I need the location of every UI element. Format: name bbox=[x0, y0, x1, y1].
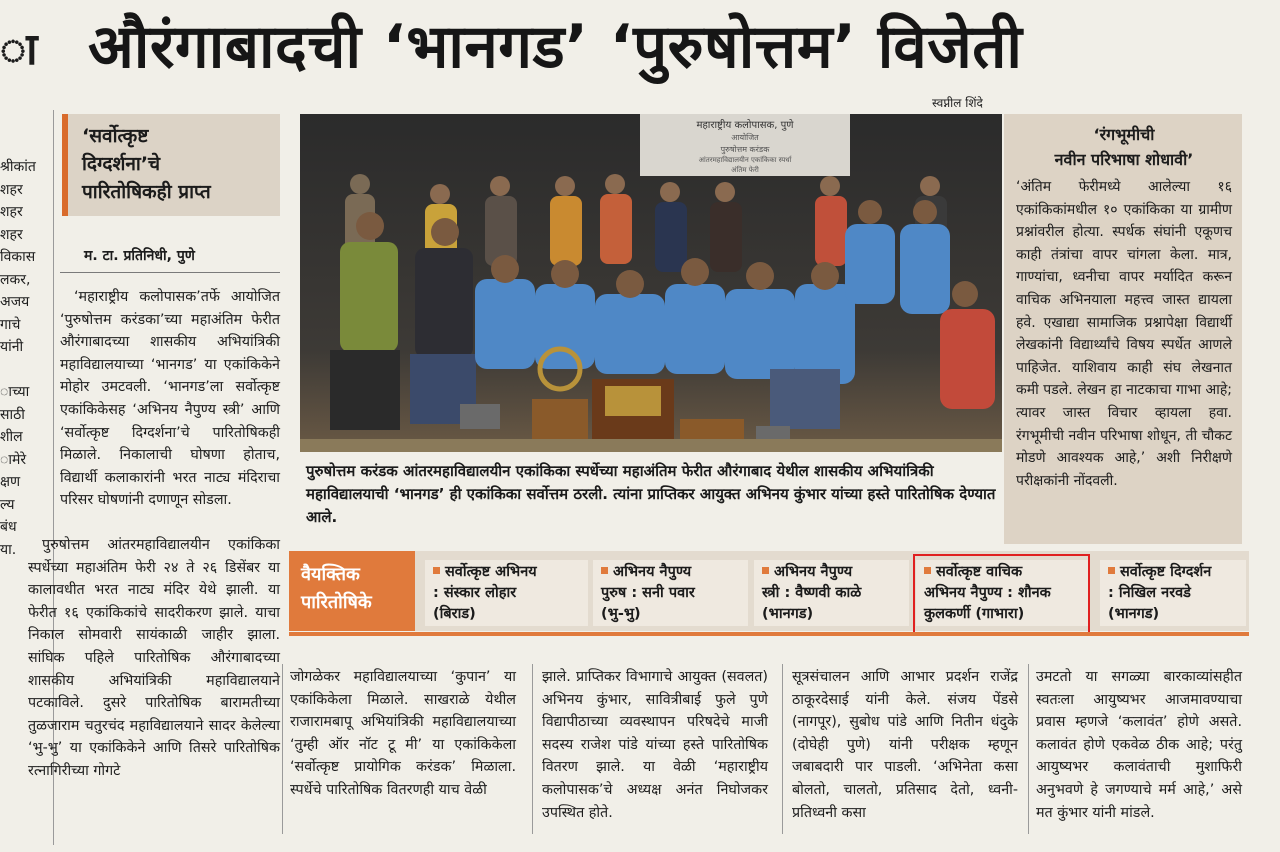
bullet-icon bbox=[1108, 567, 1115, 574]
award-item bbox=[1100, 560, 1246, 626]
dateline: म. टा. प्रतिनिधी, पुणे bbox=[84, 248, 195, 264]
award-line-2: : संस्कार लोहार bbox=[433, 585, 517, 601]
banner-text-4: आंतरमहाविद्यालयीन एकांकिका स्पर्धा bbox=[698, 156, 792, 164]
adjacent-line: ाच्या bbox=[0, 384, 30, 400]
adjacent-line: गाचे bbox=[0, 316, 21, 333]
banner-text-5: अंतिम फेरी bbox=[731, 166, 759, 174]
adjacent-line: अजय bbox=[0, 294, 30, 310]
dateline-rule bbox=[60, 272, 280, 273]
highlight-line-2: दिग्दर्शना’चे bbox=[82, 153, 161, 175]
award-line-1: सर्वोत्कृष्ट अभिनय bbox=[445, 564, 537, 580]
adjacent-line: शहर bbox=[0, 181, 23, 198]
adjacent-line: यांनी bbox=[0, 339, 24, 355]
group-photo bbox=[300, 114, 1002, 452]
article-column-3 bbox=[542, 666, 768, 824]
article-column-2 bbox=[290, 666, 516, 802]
column-3-text: झाले. प्राप्तिकर विभागाचे आयुक्त (सवलत) अभिनय कुंभार, सावित्रीबाई फुले पुणे विद्यापीठाच्या व्यवस्थापन परिषदेचे माजी सदस्य राजेश पांडे यांच्या हस्ते पारितोषिक वितरण झाले. या वेळी ‘महाराष्ट्रीय कलोपासक’चे अध्यक्ष अनंत निघोजकर उपस्थित होते. bbox=[542, 669, 768, 821]
column-5-text: उमटतो या सगळ्या बारकाव्यांसहीत स्वतःला आयुष्यभर आजमावण्याचा प्रवास म्हणजे ‘कलावंत’ होणे असते. कलावंत होणे एकवेळ ठीक आहे; परंतु आयुष्यभर कलावंताची मुशाफिरी अनुभवणे हे जगण्याचे मर्म आहे,’ असे मत कुंभार यांनी मांडले. bbox=[1036, 669, 1242, 821]
column-divider bbox=[782, 664, 783, 834]
awards-label-line-2: पारितोषिके bbox=[301, 592, 372, 613]
sidebar-title-2: नवीन परिभाषा शोधावी’ bbox=[1054, 150, 1194, 169]
column-divider bbox=[282, 664, 283, 834]
award-line-3: कुलकर्णी (गाभारा) bbox=[924, 606, 1025, 622]
award-line-3: (भानगड) bbox=[1108, 606, 1160, 622]
award-line-3: (भु-भु) bbox=[601, 606, 641, 622]
adjacent-line: श्रीकांत bbox=[0, 159, 36, 175]
para-1-text: ‘महाराष्ट्रीय कलोपासक’तर्फे आयोजित ‘पुरुषोत्तम करंडका’च्या महाअंतिम फेरीत औरंगाबादच्या शासकीय अभियांत्रिकी महाविद्यालयाच्या ‘भानगड’ या एकांकिकेने मोहोर उमटवली. ‘भानगड’ला सर्वोत्कृष्ट एकांकिकेसह ‘अभिनय नैपुण्य स्त्री’ आणि ‘सर्वोत्कृष्ट दिग्दर्शना’चे पारितोषिकही मिळाले. निकालाची घोषणा होताच, विद्यार्थी कलाकारांनी भरत नाट्य मंदिराचा परिसर घोषणांनी दणाणून सोडला. bbox=[60, 289, 280, 509]
highlight-line-1: ‘सर्वोत्कृष्ट bbox=[82, 125, 149, 147]
sidebar-box bbox=[1004, 114, 1242, 544]
award-line-2: पुरुष : सनी पवार bbox=[601, 585, 695, 601]
sidebar-body: ‘अंतिम फेरीमध्ये आलेल्या १६ एकांकिकांमधील १० एकांकिका या ग्रामीण प्रश्नांवरील होत्या. स्पर्धक संघांनी एकूणच काही तंत्रांचा वापर चांगला केला. मात्र, गाण्यांचा, ध्वनीचा वापर मर्यादित करून वाचिक अभिनयाला महत्त्व जास्त द्यायला हवे. एखाद्या सामाजिक प्रश्नापेक्षा विद्यार्थी लेखकांनी विद्यार्थ्यांचे विषय स्पर्धेत आणले पाहिजेत. याशिवाय काही संघ लेखनात कमी पडले. लेखन हा नाटकाचा गाभा आहे; त्यावर जास्त विचार व्हायला हवा. रंगभूमीची नवीन परिभाषा शोधून, ती चौकट मोडणे आवश्यक आहे,’ अशी निरीक्षणे परीक्षकांनी नोंदवली. bbox=[1016, 179, 1232, 489]
adjacent-line: विकास bbox=[0, 249, 36, 265]
para-2-text: पुरुषोत्तम आंतरमहाविद्यालयीन एकांकिका स्पर्धेच्या महाअंतिम फेरी २४ ते २६ डिसेंबर या कालावधीत भरत नाट्य मंदिर येथे झाली. या फेरीत १६ एकांकिकांचे सादरीकरण झाले. याचा निकाल सोमवारी सायंकाळी जाहीर झाला. सांघिक पहिले पारितोषिक औरंगाबादच्या शासकीय अभियांत्रिकी महाविद्यालयाने पटकाविले. दुसरे पारितोषिक बारामतीच्या तुळजाराम चतुरचंद महाविद्यालयाने सादर केलेल्या ‘भु-भु’ या एकांकिकेने आणि तिसरे पारितोषिक रत्नागिरीच्या गोगटे bbox=[28, 537, 280, 779]
adjacent-line: साठी bbox=[0, 406, 25, 423]
award-line-1: अभिनय नैपुण्य bbox=[774, 564, 853, 580]
article-column-4 bbox=[792, 666, 1018, 824]
award-line-1: सर्वोत्कृष्ट दिग्दर्शन bbox=[1120, 564, 1212, 580]
adjacent-text-fragments bbox=[0, 156, 36, 561]
award-line-2: : निखिल नरवडे bbox=[1108, 585, 1191, 601]
banner-text-1: महाराष्ट्रीय कलोपासक, पुणे bbox=[696, 120, 794, 131]
sidebar-title-1: ‘रंगभूमीची bbox=[1093, 125, 1155, 144]
article-para-2 bbox=[28, 534, 280, 783]
award-item bbox=[754, 560, 909, 626]
bullet-icon bbox=[762, 567, 769, 574]
adjacent-headline-fragment: ा bbox=[0, 24, 38, 75]
award-line-3: (बिराड) bbox=[433, 606, 476, 622]
banner-text-3: पुरुषोत्तम करंडक bbox=[720, 145, 770, 154]
photo-caption: पुरुषोत्तम करंडक आंतरमहाविद्यालयीन एकांकिका स्पर्धेच्या महाअंतिम फेरीत औरंगाबाद येथील शासकीय अभियांत्रिकी महाविद्यालयाची ‘भानगड’ ही एकांकिका सर्वोत्तम ठरली. त्यांना प्राप्तिकर आयुक्त अभिनय कुंभार यांच्या हस्ते पारितोषिक देण्यात आले. bbox=[306, 462, 996, 526]
adjacent-line: ल्य bbox=[0, 496, 15, 513]
adjacent-line: शहर bbox=[0, 226, 23, 243]
highlight-selection-box bbox=[913, 554, 1090, 634]
awards-label-line-1: वैयक्तिक bbox=[301, 564, 360, 585]
adjacent-line: बंध bbox=[0, 519, 17, 535]
adjacent-line: क्षण bbox=[0, 474, 21, 490]
headline: औरंगाबादची ‘भानगड’ ‘पुरुषोत्तम’ विजेती bbox=[88, 12, 1023, 82]
article-para-1 bbox=[60, 286, 280, 512]
adjacent-line bbox=[0, 359, 36, 382]
adjacent-line: ामेरे bbox=[0, 451, 27, 468]
award-line-1: सर्वोत्कृष्ट वाचिक bbox=[936, 564, 1023, 580]
highlight-box bbox=[62, 114, 280, 216]
award-item bbox=[593, 560, 748, 626]
bullet-icon bbox=[433, 567, 440, 574]
adjacent-line: या. bbox=[0, 541, 17, 558]
award-line-3: (भानगड) bbox=[762, 606, 814, 622]
column-2-text: जोगळेकर महाविद्यालयाच्या ‘कुपान’ या एकांकिकेला मिळाले. साखराळे येथील राजारामबापू अभियांत्रिकी महाविद्यालयाच्या ‘तुम्ही ऑर नॉट टू मी’ या एकांकिकेला ‘सर्वोत्कृष्ट प्रायोगिक करंडक’ मिळाला. स्पर्धेचे पारितोषिक वितरणही याच वेळी bbox=[290, 669, 516, 798]
award-line-2: स्त्री : वैष्णवी काळे bbox=[762, 585, 862, 601]
award-line-2: अभिनय नैपुण्य : शौनक bbox=[924, 585, 1051, 601]
award-line-1: अभिनय नैपुण्य bbox=[613, 564, 692, 580]
article-column-5 bbox=[1036, 666, 1242, 824]
highlight-line-3: पारितोषिकही प्राप्त bbox=[82, 181, 211, 203]
banner-text-2: आयोजित bbox=[731, 133, 759, 142]
adjacent-line: शहर bbox=[0, 204, 23, 220]
column-divider bbox=[1028, 664, 1029, 834]
bullet-icon bbox=[601, 567, 608, 574]
award-item bbox=[425, 560, 588, 626]
awards-label bbox=[289, 551, 415, 631]
column-divider bbox=[532, 664, 533, 834]
byline: स्वप्नील शिंदे bbox=[932, 96, 983, 110]
column-4-text: सूत्रसंचालन आणि आभार प्रदर्शन राजेंद्र ठाकूरदेसाई यांनी केले. संजय पेंडसे (नागपूर), सुबोध पांडे आणि नितीन धंदुके (दोघेही पुणे) यांनी परीक्षक म्हणून जबाबदारी पार पाडली. ‘अभिनेता कसा बोलतो, चालतो, प्रतिसाद देतो, ध्वनी-प्रतिध्वनी कसा bbox=[792, 669, 1018, 821]
adjacent-line: शील bbox=[0, 429, 23, 445]
adjacent-line: लकर, bbox=[0, 271, 31, 288]
awards-bottom-rule bbox=[289, 632, 1249, 636]
